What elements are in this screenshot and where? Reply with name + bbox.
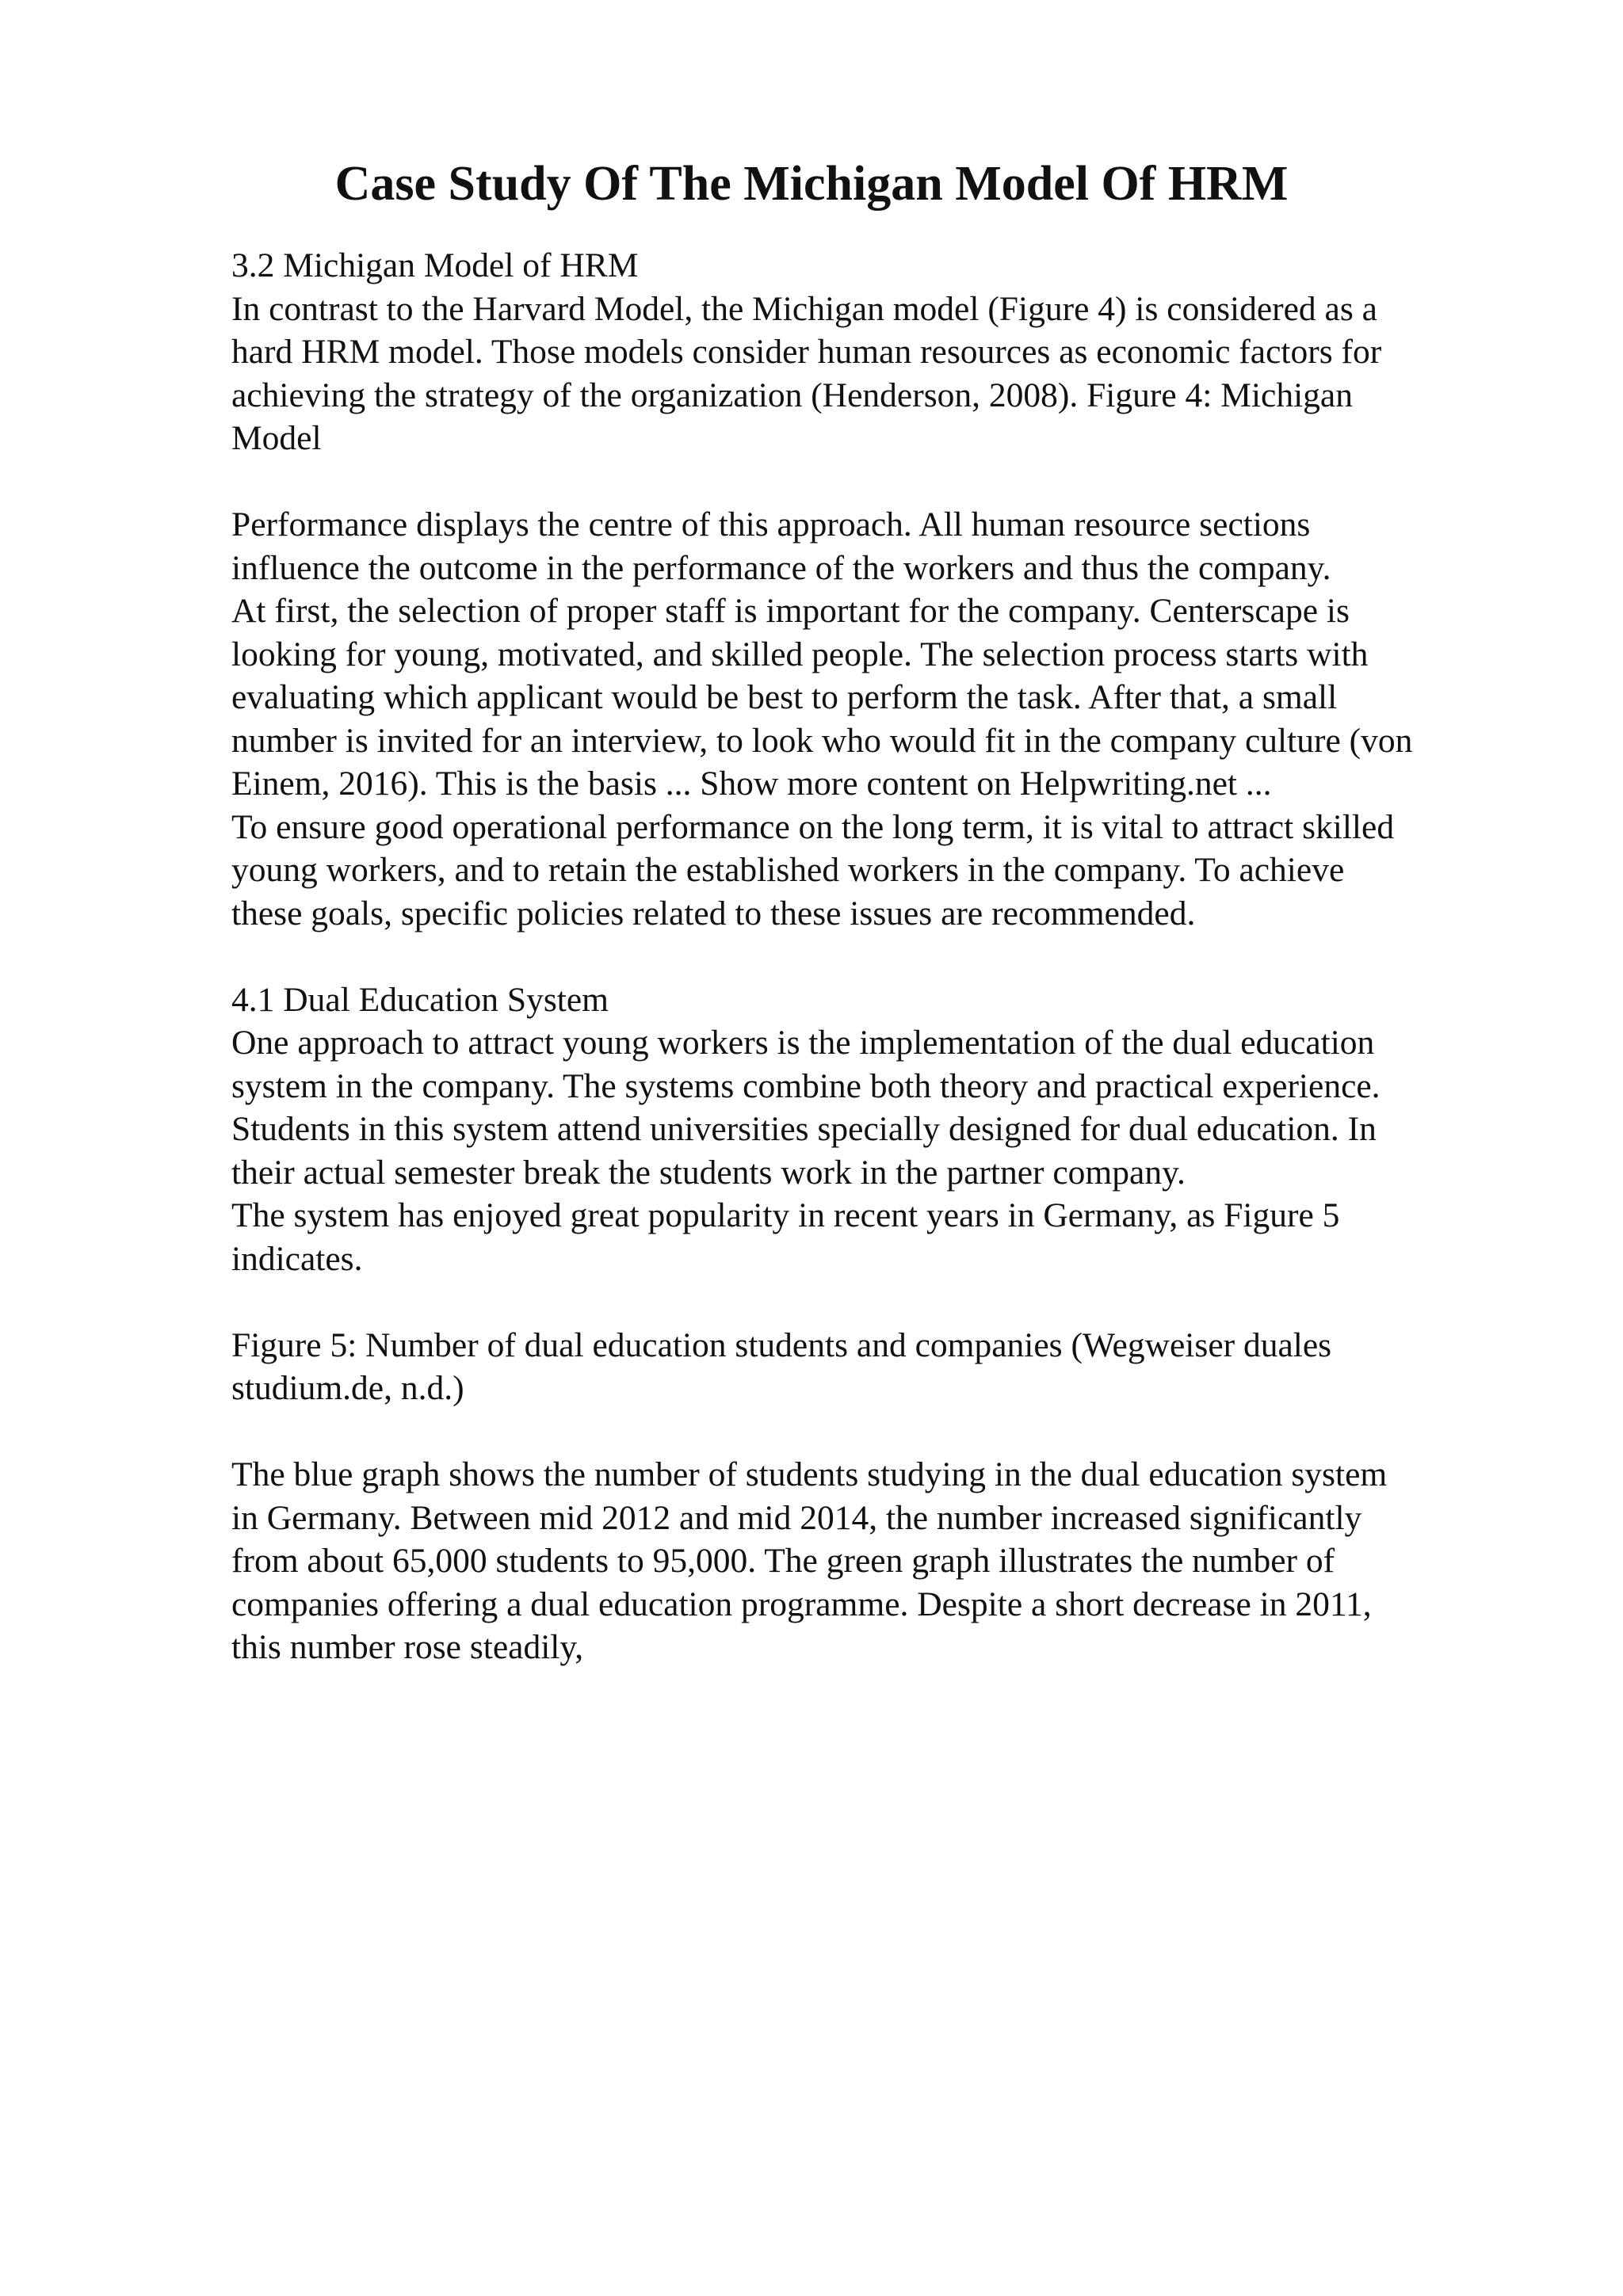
text-line: One approach to attract young workers is the implementation of the dual education <box>231 1024 1375 1062</box>
text-line: these goals, specific policies related to these issues are recommended. <box>231 894 1196 933</box>
document-title: Case Study Of The Michigan Model Of HRM <box>334 157 1289 211</box>
text-line: number is invited for an interview, to look who would fit in the company culture (von <box>231 721 1413 760</box>
text-line: in Germany. Between mid 2012 and mid 2014, the number increased significantly <box>231 1498 1362 1537</box>
figure-caption: Figure 5: Number of dual education students and companies (Wegweiser duales <box>231 1325 1332 1364</box>
text-line: hard HRM model. Those models consider human resources as economic factors for <box>231 333 1382 371</box>
paragraph-gap <box>231 1410 1531 1454</box>
text-line: looking for young, motivated, and skilled people. The selection process starts with <box>231 635 1369 673</box>
paragraph-gap <box>231 460 1531 504</box>
text-line: Model <box>231 419 322 457</box>
text-line: To ensure good operational performance on the long term, it is vital to attract skilled <box>231 807 1395 846</box>
text-line: influence the outcome in the performance of the workers and thus the company. <box>231 548 1331 587</box>
text-line: In contrast to the Harvard Model, the Michigan model (Figure 4) is considered as a <box>231 289 1377 328</box>
text-line: Einem, 2016). This is the basis ... Show more content on Helpwriting.net ... <box>231 765 1272 803</box>
text-line: The system has enjoyed great popularity in recent years in Germany, as Figure 5 <box>231 1196 1340 1234</box>
text-line: achieving the strategy of the organization (Henderson, 2008). Figure 4: Michigan <box>231 376 1353 414</box>
text-line: from about 65,000 students to 95,000. The green graph illustrates the number of <box>231 1542 1335 1580</box>
section-heading-dual-education: 4.1 Dual Education System <box>231 980 609 1019</box>
text-line: indicates. <box>231 1239 363 1278</box>
text-line: companies offering a dual education programme. Despite a short decrease in 2011, <box>231 1585 1372 1623</box>
paragraph-gap <box>231 935 1531 978</box>
paragraph-gap <box>231 1280 1531 1324</box>
text-line: At first, the selection of proper staff is important for the company. Centerscape is <box>231 592 1350 630</box>
section-heading-michigan-model: 3.2 Michigan Model of HRM <box>231 246 639 284</box>
text-line: Students in this system attend universities specially designed for dual education. In <box>231 1110 1377 1148</box>
text-line: this number rose steadily, <box>231 1628 584 1666</box>
text-line: The blue graph shows the number of students studying in the dual education system <box>231 1455 1388 1493</box>
text-line: their actual semester break the students work in the partner company. <box>231 1153 1186 1192</box>
text-line: system in the company. The systems combine both theory and practical experience. <box>231 1066 1381 1105</box>
figure-caption: studium.de, n.d.) <box>231 1369 464 1407</box>
text-line: Performance displays the centre of this approach. All human resource sections <box>231 505 1311 543</box>
text-line: young workers, and to retain the established workers in the company. To achieve <box>231 851 1345 889</box>
document-body <box>231 244 1531 1669</box>
text-line: evaluating which applicant would be best to perform the task. After that, a small <box>231 678 1338 716</box>
